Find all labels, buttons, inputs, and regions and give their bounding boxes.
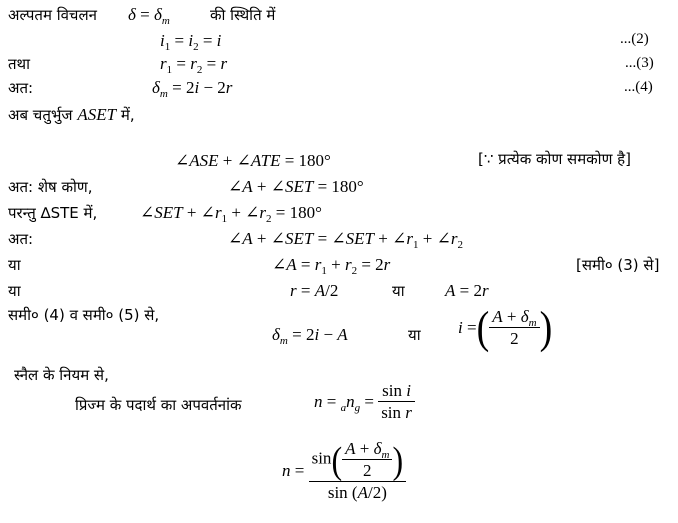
snell-law-label: स्नैल के नियम से, (14, 366, 109, 384)
prism-angle-equation: ∠A = $r_1 + r_2 = 2r$ (272, 255, 391, 277)
a-equation: A = 2r (445, 281, 489, 300)
quadrilateral-intro: अब चतुर्भुज ASET में, (8, 105, 135, 124)
angle-sum-equation: ∠ASE + ∠ATE = 180° (175, 151, 331, 170)
reason-note: [∵ प्रत्येक कोण समकोण है] (478, 150, 632, 168)
triangle-equation: ∠SET + $\angle r_1$ + $\angle r_2 = 180^\circ$ (140, 203, 322, 225)
ya-middle-2: या (408, 326, 421, 344)
triangle-label: परन्तु ∆STE में, (8, 204, 98, 222)
remaining-angle-label: अत: शेष कोण, (8, 178, 93, 196)
equation-number-4: ...(4) (624, 79, 653, 95)
ya-label-1: या (8, 256, 21, 274)
ya-middle-1: या (392, 282, 405, 300)
equation-number-2: ...(2) (620, 31, 649, 47)
equation-4: $\delta_m = 2i - 2r$ (152, 78, 233, 100)
ya-label-2: या (8, 282, 21, 300)
deviation-equation: $\delta_m = 2i - A$ (272, 325, 348, 347)
remaining-angle-equation: ∠A + ∠SET = 180° (228, 177, 364, 196)
tatha-label: तथा (8, 55, 31, 73)
atah-label-2: अत: (8, 230, 34, 248)
equation-3: $r_1 = r_2 = r$ (160, 54, 228, 76)
equation-number-3: ...(3) (625, 55, 654, 71)
equations-4-5-reference: समी० (4) व समी० (5) से, (8, 306, 160, 324)
refractive-index-label: प्रिज्म के पदार्थ का अपवर्तनांक (75, 396, 242, 414)
equation-3-reference: [समी० (3) से] (576, 256, 660, 274)
final-refractive-index-formula: n = sin( $\frac{A + \delta_m}{2}$ ) sin (A/2) (282, 440, 406, 501)
min-deviation-symbol: $\delta = \delta_m$ (128, 5, 170, 27)
refractive-index-formula: $n = _an_g$ = $\frac{\text{sin i}}{\text{sin r}}$ (314, 382, 415, 421)
combined-equation: ∠A + ∠SET = ∠SET + $\angle r_1$ + $\angle r_2$ (228, 229, 463, 251)
atah-label: अत: (8, 79, 34, 97)
condition-text: अल्पतम विचलन (8, 6, 97, 24)
incidence-angle-formula: i =( $\frac{A + \delta_m}{2}$ ) (458, 302, 553, 353)
equation-2: $i_1 = i_2 = i$ (160, 31, 222, 53)
condition-suffix: की स्थिति में (210, 6, 276, 24)
r-equation: r = A/2 (290, 281, 339, 300)
